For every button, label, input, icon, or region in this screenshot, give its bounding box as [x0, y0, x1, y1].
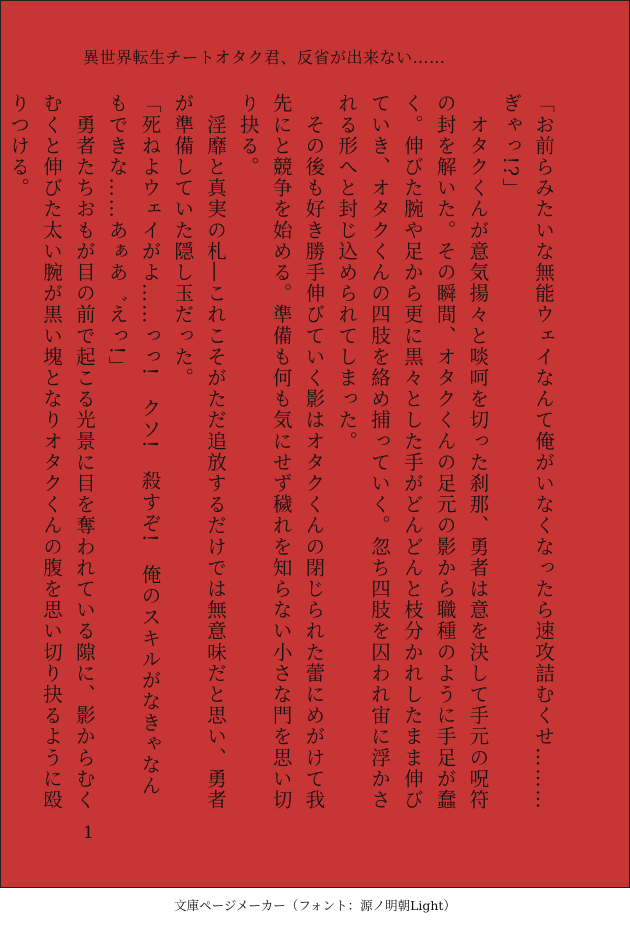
- footer-credit: 文庫ページメーカー（フォント：源ノ明朝Light）: [174, 898, 456, 913]
- paragraph: 勇者たちおもが目の前で起こる光景に目を奪われている隙に、影からむくむくと伸びた太い腕が黒い塊となりオタクくんの腹を思い切り抉るように殴りつける。: [7, 93, 96, 811]
- page-number: 1: [83, 823, 94, 843]
- paragraph: 淫靡と真実の札―これこそがただ追放するだけでは無意味だと思い、勇者が準備していた隠し玉だった。: [171, 93, 228, 811]
- vertical-body-text: [1, 93, 559, 813]
- paragraph: オタクくんが意気揚々と啖呵を切った刹那、勇者は意を決して手元の呪符の封を解いた。その瞬間、オタクくんの足元の影から職種のように手足が蠢く。伸びた腕や足から更に黒々とした手がどんどんと枝分かれしたまま伸びていき、オタクくんの四肢を絡め捕っていく。忽ち四肢を囚われ宙に浮かされる形へと封じ込められてしまった。: [335, 93, 490, 811]
- paragraph: 「死ねよウェイがよ……っっ! クソ! 殺すぞ! 俺のスキルがなきゃなんもできな……あぁあ゛えっ!」: [105, 93, 162, 797]
- paragraph: 「お前らみたいな無能ウェイなんて俺がいなくなったら速攻詰むくせ………ぎゃっ!?」: [499, 93, 555, 811]
- paragraph: その後も好き勝手伸びていく影はオタクくんの閉じられた蕾にめがけて我先にと競争を始める。準備も何も気にせず穢れを知らない小さな門を思い切り抉る。: [236, 93, 326, 811]
- page-title: 異世界転生チートオタク君、反省が出来ない……: [83, 48, 446, 67]
